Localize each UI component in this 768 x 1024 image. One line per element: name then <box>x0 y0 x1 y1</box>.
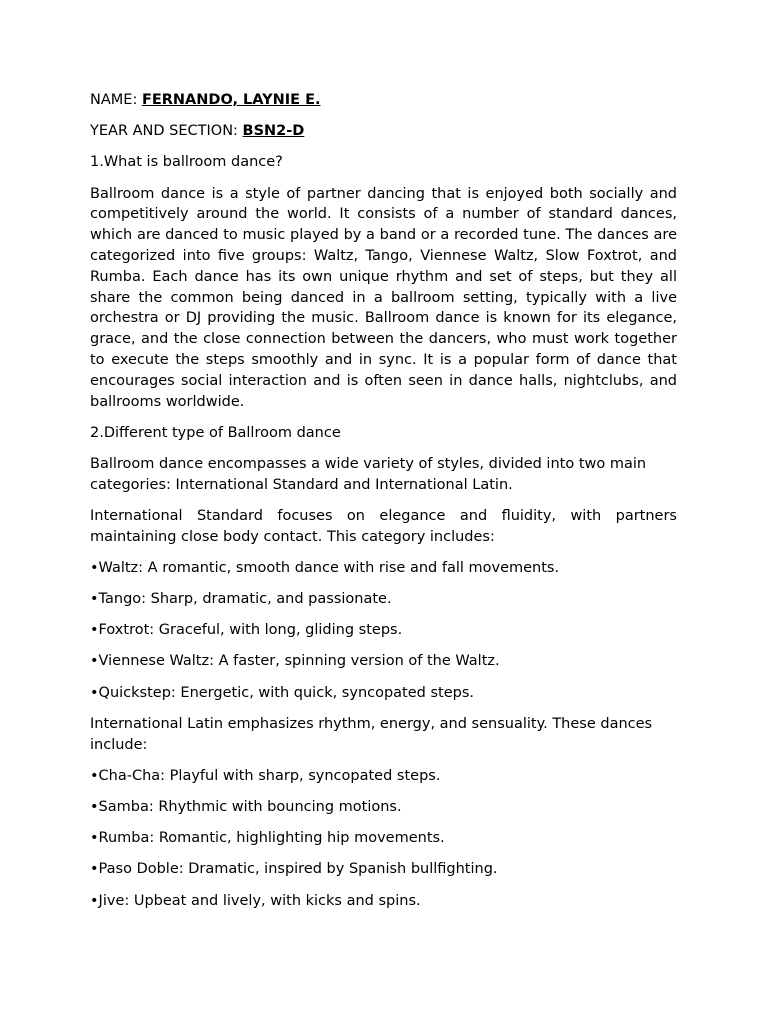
list-item: •Rumba: Romantic, highlighting hip movements. <box>90 830 445 847</box>
section-line <box>90 121 677 142</box>
section-label: YEAR AND SECTION: <box>90 123 243 140</box>
list-item: •Viennese Waltz: A faster, spinning version of the Waltz. <box>90 653 500 670</box>
question-1: 1.What is ballroom dance? <box>90 154 283 171</box>
name-label: NAME: <box>90 92 142 108</box>
list-item: •Waltz: A romantic, smooth dance with rise and fall movements. <box>90 559 560 576</box>
list-item: •Samba: Rhythmic with bouncing motions. <box>90 798 402 815</box>
list-item: •Cha-Cha: Playful with sharp, syncopated steps. <box>90 767 441 784</box>
document-page <box>90 90 677 922</box>
latin-intro: International Latin emphasizes rhythm, energy, and sensuality. These dances include: <box>90 715 653 753</box>
answer-1: Ballroom dance is a style of partner dancing that is enjoyed both socially and competitively around the world. It consists of a number of standard dances, which are danced to music played by a band or a recorded tune. The dances are categorized into five groups: Waltz, Tango, Viennese Waltz, Slow Foxtrot, and Rumba. Each dance has its own unique rhythm and set of steps, but they all share the common being danced in a ballroom setting, typically with a live orchestra or DJ providing the music. Ballroom dance is known for its elegance, grace, and the close connection between the dancers, who must work together to execute the steps smoothly and in sync. It is a popular form of dance that encourages social interaction and is often seen in dance halls, nightclubs, and ballrooms worldwide. <box>90 185 677 410</box>
list-item: •Quickstep: Energetic, with quick, syncopated steps. <box>90 684 475 701</box>
answer-2-intro: Ballroom dance encompasses a wide variety of styles, divided into two main categories: International Standard and International Latin. <box>90 455 647 493</box>
list-item: •Paso Doble: Dramatic, inspired by Spanish bullfighting. <box>90 861 498 878</box>
list-item: •Jive: Upbeat and lively, with kicks and spins. <box>90 892 421 909</box>
section-value: BSN2-D <box>242 123 305 140</box>
standard-intro: International Standard focuses on elegance and fluidity, with partners maintaining close body contact. This category includes: <box>90 507 677 545</box>
name-value: FERNANDO, LAYNIE E. <box>141 92 321 108</box>
name-line <box>90 90 677 111</box>
list-item: •Tango: Sharp, dramatic, and passionate. <box>90 591 392 608</box>
list-item: •Foxtrot: Graceful, with long, gliding steps. <box>90 622 403 639</box>
question-2: 2.Different type of Ballroom dance <box>90 424 341 441</box>
